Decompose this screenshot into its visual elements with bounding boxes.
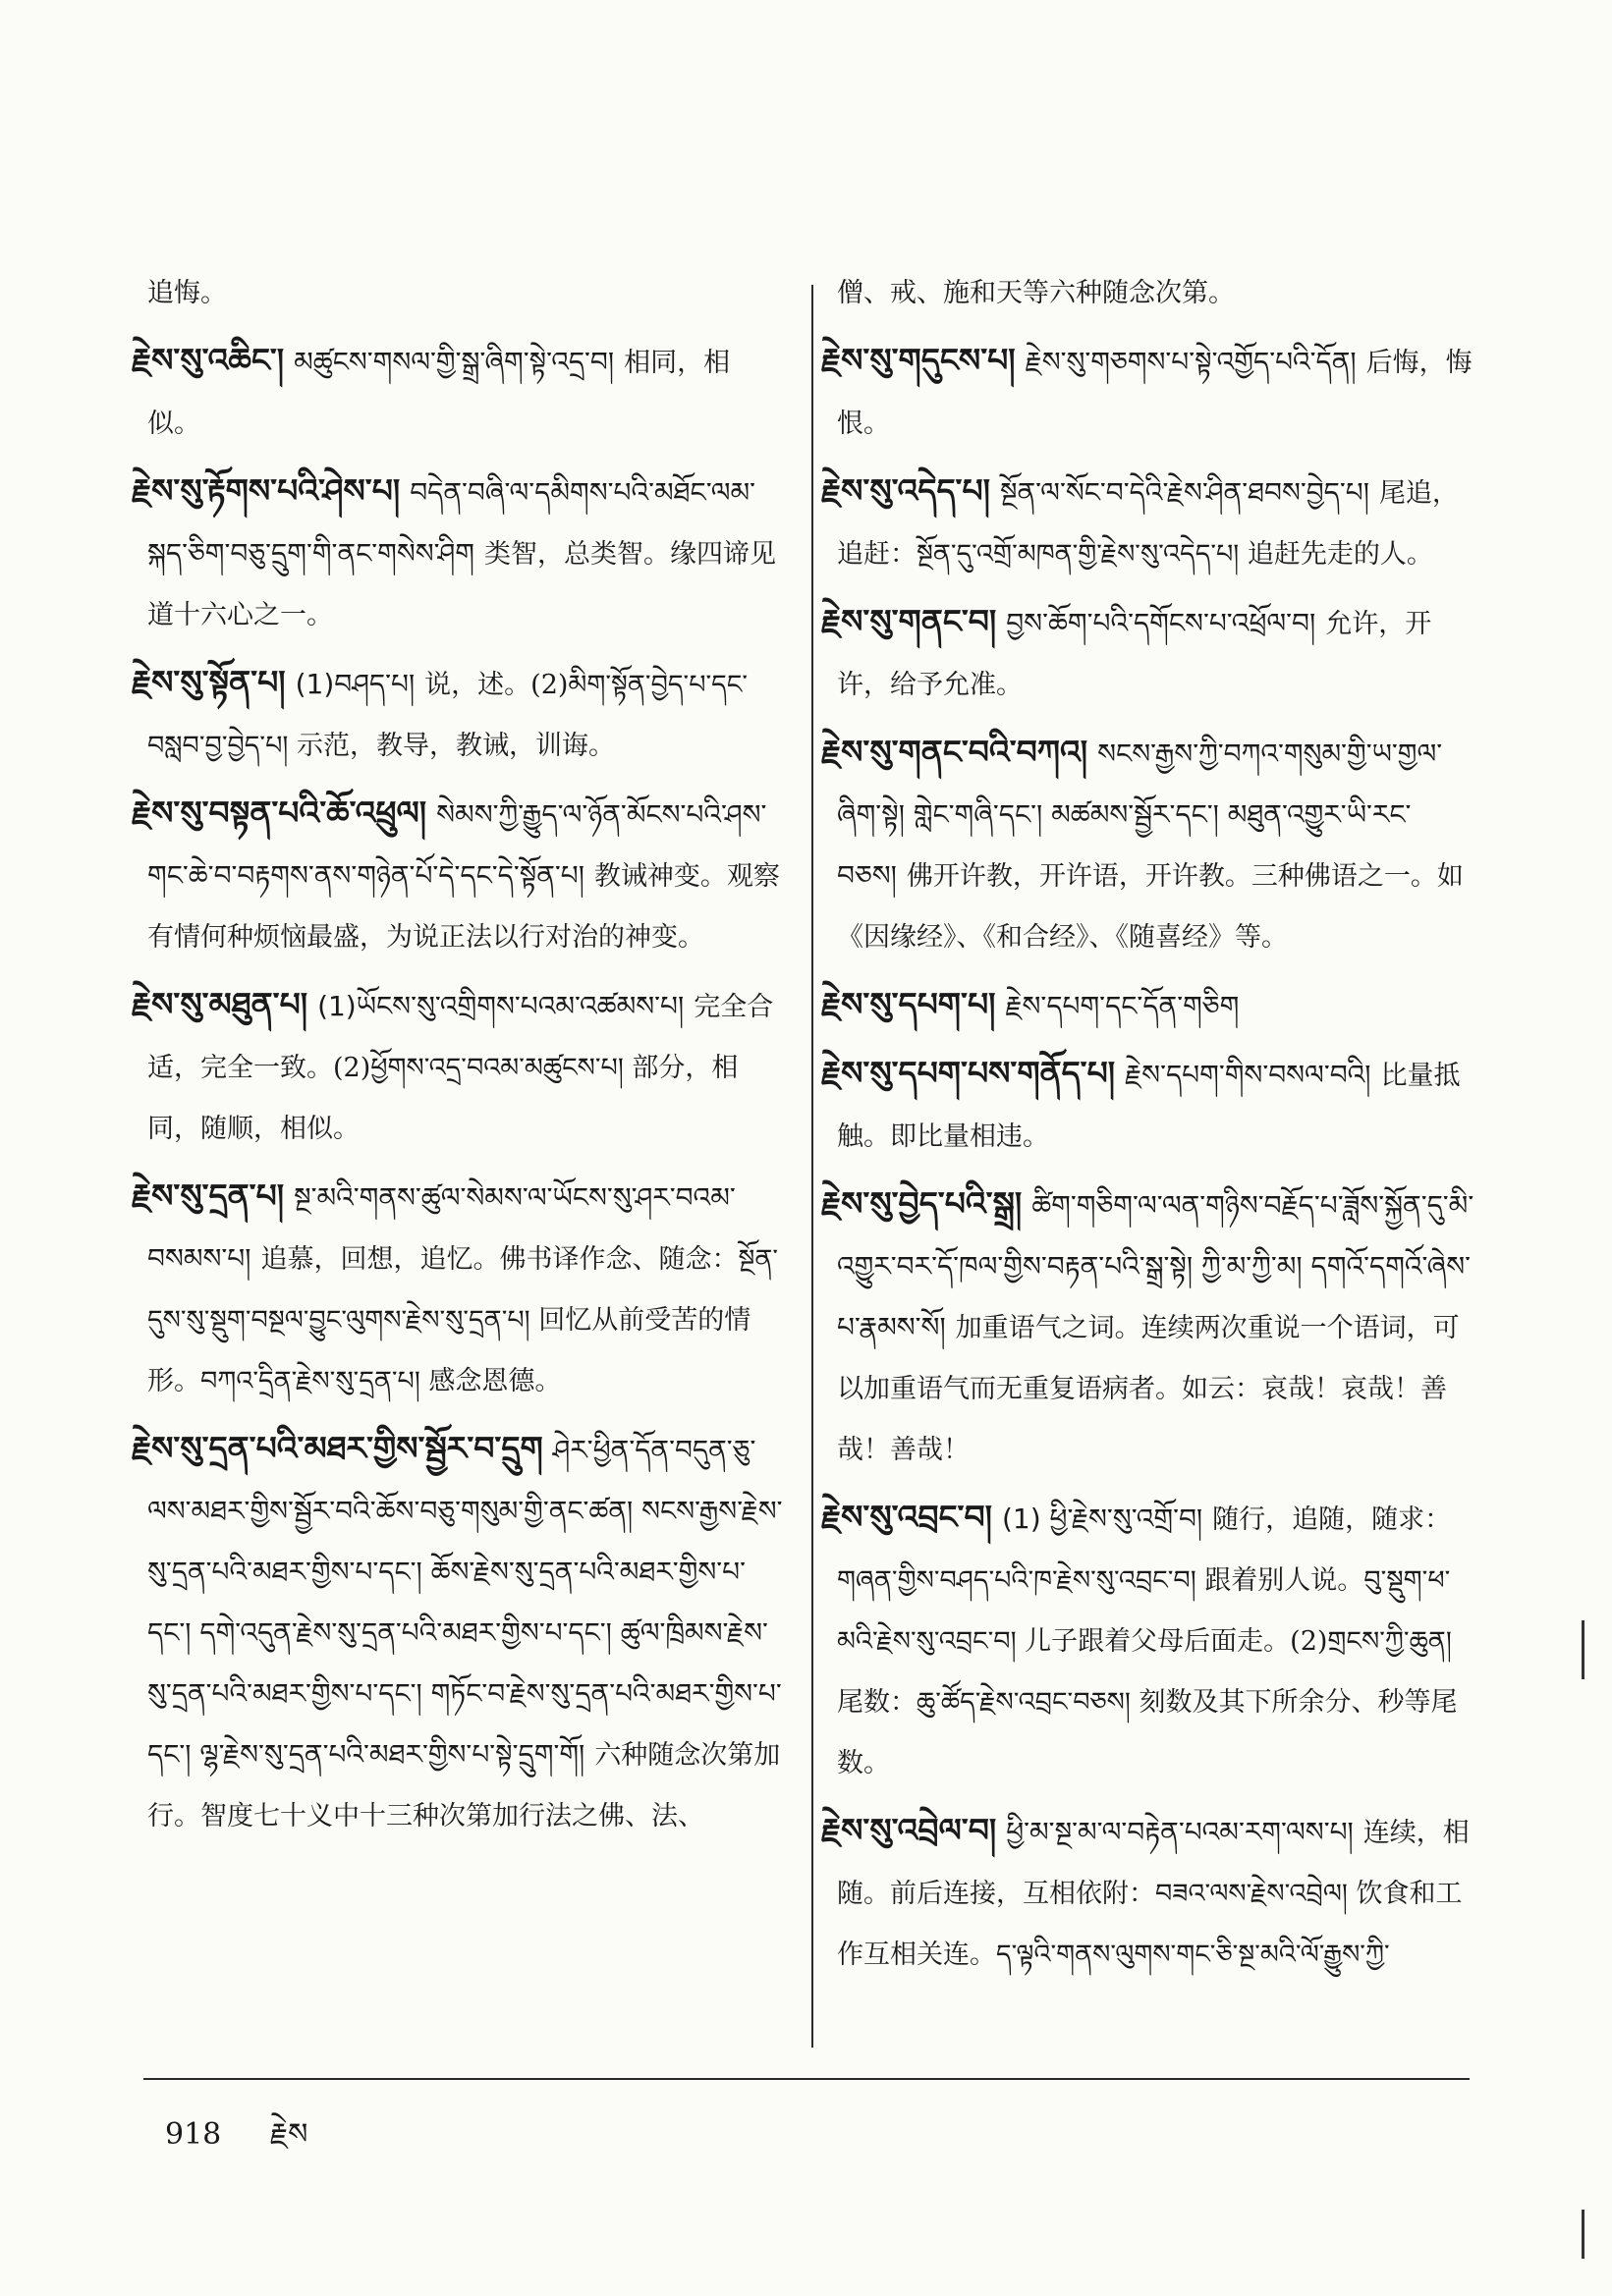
- tibetan-definition: སེམས་ཀྱི་རྒྱུད་ལ་ཉོན་མོངས་པའི་ཤས་གང་ཆེ་བ་བརྟགས་ནས་གཉེན་པོ་དེ་དང་དེ་སྟོན་པ།: [147, 798, 767, 892]
- chinese-definition: 尾追，追赶：སྔོན་དུ་འགྲོ་མཁན་གྱི་རྗེས་སུ་འདེད་པ། 追赶先走的人。: [837, 478, 1459, 570]
- headword: རྗེས་སུ་འབྲང་བ།: [821, 1498, 992, 1536]
- dictionary-entry: [132, 330, 786, 455]
- headword: རྗེས་སུ་འབྲེལ་བ།: [821, 1811, 997, 1849]
- headword: རྗེས་སུ་གནང་བ།: [821, 602, 997, 640]
- headword: རྗེས་སུ་དྲན་པ།: [132, 1176, 285, 1215]
- dictionary-entry: [132, 652, 786, 777]
- dictionary-entry: [821, 1174, 1475, 1481]
- dictionary-entry: [821, 1487, 1475, 1794]
- chinese-definition: 追悔。: [147, 278, 227, 308]
- dictionary-entry: [132, 461, 786, 646]
- chinese-definition: 随行，追随，随求：གཞན་གྱིས་བཤད་པའི་ཁ་རྗེས་སུ་འབྲང་བ། 跟着别人说。བུ་སྡུག་ཕ་མའི་རྗེས་སུ་འབྲང་བ། 儿子跟着父母后面走。(2)གྲངས་ཀྱི་ཆུན། 尾数：ཆུ་ཚོད་རྗེས་འབྲང་བཅས། 刻数及其下所余分、秒等尾数。: [837, 1504, 1458, 1778]
- tibetan-definition: བྱས་ཆོག་པའི་དགོངས་པ་འཕྲོལ་བ།: [1006, 607, 1316, 639]
- chinese-definition: 比量抵触。即比量相违。: [837, 1061, 1461, 1152]
- chinese-definition: 说，述。(2)མིག་སྟོན་བྱེད་པ་དང་བསླབ་བྱ་བྱེད་པ། 示范，教导，教诫，训诲。: [147, 670, 749, 761]
- tibetan-definition: (1)བཤད་པ།: [295, 668, 416, 700]
- section-tab: རྗེས: [269, 2117, 308, 2152]
- tibetan-definition: རྗེས་དཔག་གིས་བསལ་བའི།: [1125, 1059, 1371, 1091]
- dictionary-entry: [821, 974, 1475, 1037]
- tibetan-definition: རྗེས་སུ་གཅགས་པ་སྟེ་འགྱོད་པའི་དོན།: [1025, 346, 1357, 378]
- tibetan-definition: སྔ་མའི་གནས་ཚུལ་སེམས་ལ་ཡོངས་སུ་ཤར་བའམ་བསམས་པ།: [147, 1181, 736, 1275]
- dictionary-entry: [821, 1800, 1475, 1986]
- tibetan-definition: ཕྱི་མ་སྔ་མ་ལ་བརྟེན་པའམ་རག་ལས་པ།: [1006, 1816, 1354, 1848]
- chinese-definition: 允许，开许，给予允准。: [837, 609, 1432, 700]
- chinese-definition: 后悔，悔恨。: [837, 348, 1473, 439]
- tibetan-definition: སངས་རྒྱས་ཀྱི་བཀའ་གསུམ་གྱི་ཡ་གྱལ་ཞིག་སྟེ། གླེང་གཞི་དང་། མཚམས་སྦྱོར་དང་། མཐུན་འགྱུར་ཡི་རང་བཅས།: [837, 738, 1443, 892]
- chinese-definition: 僧、戒、施和天等六种随念次第。: [837, 278, 1235, 308]
- dictionary-entry: [147, 263, 786, 324]
- chinese-definition: 完全合适，完全一致。(2)ཕྱོགས་འདྲ་བའམ་མཚུངས་པ། 部分，相同，随顺，相似。: [147, 992, 774, 1144]
- chinese-definition: 加重语气之词。连续两次重说一个语词，可以加重语气而无重复语病者。如云：哀哉！哀哉！善哉！善哉！: [837, 1313, 1460, 1465]
- headword: རྗེས་སུ་རྟོགས་པའི་ཤེས་པ།: [132, 471, 401, 510]
- tibetan-definition: (1)ཡོངས་སུ་འགྲིགས་པའམ་འཚམས་པ།: [317, 990, 685, 1022]
- tibetan-definition: སྔོན་ལ་སོང་བ་དེའི་རྗེས་ཤིན་ཐབས་བྱེད་པ།: [999, 476, 1369, 509]
- chinese-definition: 类智，总类智。缘四谛见道十六心之一。: [147, 539, 776, 630]
- dictionary-entry: [821, 461, 1475, 585]
- chinese-definition: 连续，相随。前后连接，互相依附：བཟའ་ལས་རྗེས་འབྲེལ། 饮食和工作互相关连。ད་ལྟའི་གནས་ལུགས་གང་ཅི་སྔ་མའི་ལོ་རྒྱུས་ཀྱི་: [837, 1818, 1470, 1970]
- tibetan-definition: ཚིག་གཅིག་ལ་ལན་གཉིས་བརྗོད་པ་ཟློས་སྐྱོན་དུ་མི་འགྱུར་བར་དོ་ཁལ་གྱིས་བརྟན་པའི་སྒྲ་སྟེ། ཀྱི་མ་ཀྱི་མ། དགའོ་དགའོ་ཞེས་པ་རྣམས་སོ།: [837, 1189, 1474, 1343]
- page-number: 918: [165, 2117, 222, 2152]
- tibetan-definition: རྗེས་དཔག་དང་དོན་གཅིག: [1005, 990, 1240, 1022]
- tibetan-definition: ཤེར་ཕྱིན་དོན་བདུན་ཅུ་ལས་མཐར་གྱིས་སྦྱོར་བའི་ཆོས་བཅུ་གསུམ་གྱི་ནང་ཚན། སངས་རྒྱས་རྗེས་སུ་དྲན་པའི་མཐར་གྱིས་པ་དང་། ཆོས་རྗེས་སུ་དྲན་པའི་མཐར་གྱིས་པ་དང་། དགེ་འདུན་རྗེས་སུ་དྲན་པའི་མཐར་གྱིས་པ་དང་། ཚུལ་ཁྲིམས་རྗེས་སུ་དྲན་པའི་མཐར་གྱིས་པ་དང་། གཏོང་བ་རྗེས་སུ་དྲན་པའི་མཐར་གྱིས་པ་དང་། ལྷ་རྗེས་སུ་དྲན་པའི་མཐར་གྱིས་པ་སྟེ་དྲུག་གོ།: [147, 1434, 783, 1771]
- dictionary-entry: [821, 1043, 1475, 1168]
- headword: རྗེས་སུ་གདུངས་པ།: [821, 341, 1016, 379]
- headword: རྗེས་སུ་བསྟན་པའི་ཆོ་འཕྲུལ།: [132, 793, 427, 832]
- scan-edge-mark: [1582, 2210, 1584, 2259]
- tibetan-definition: མཚུངས་གསལ་གྱི་སྒྲ་ཞིག་སྟེ་འདྲ་བ།: [294, 346, 615, 378]
- page-footer: [165, 2102, 347, 2184]
- chinese-definition: 教诫神变。观察有情何种烦恼最盛，为说正法以行对治的神变。: [147, 861, 780, 953]
- tibetan-definition: བདེན་བཞི་ལ་དམིགས་པའི་མཐོང་ལམ་སྐད་ཅིག་བཅུ་དྲུག་གི་ནང་གསེས་ཤིག: [147, 476, 756, 570]
- dictionary-entry: [132, 783, 786, 968]
- headword: རྗེས་སུ་བྱེད་པའི་སྒྲ།: [821, 1184, 1023, 1223]
- headword: རྗེས་སུ་དཔག་པ།: [821, 985, 996, 1023]
- dictionary-entry: [821, 722, 1475, 968]
- headword: རྗེས་སུ་དཔག་པས་གནོད་པ།: [821, 1054, 1116, 1092]
- right-column: [821, 263, 1475, 1992]
- dictionary-entry: [821, 591, 1475, 716]
- headword: རྗེས་སུ་འཆིང་།: [132, 341, 285, 379]
- headword: རྗེས་སུ་གནང་བའི་བཀའ།: [821, 733, 1088, 771]
- dictionary-entry: [821, 330, 1475, 455]
- chinese-definition: 追慕，回想，追忆。佛书译作念、随念：སྔོན་དུས་སུ་སྡུག་བསྔལ་བྱུང་ལུགས་རྗེས་སུ་དྲན་པ། 回忆从前受苦的情形。བཀའ་དྲིན་རྗེས་སུ་དྲན་པ། 感念恩德。: [147, 1244, 779, 1396]
- dictionary-entry: [132, 1166, 786, 1412]
- scan-edge-mark: [1582, 1620, 1584, 1679]
- column-divider: [811, 285, 813, 2048]
- chinese-definition: 相同，相似。: [147, 348, 731, 439]
- dictionary-entry: [837, 263, 1475, 324]
- headword: རྗེས་སུ་འདེད་པ།: [821, 471, 990, 510]
- headword: རྗེས་སུ་མཐུན་པ།: [132, 985, 308, 1023]
- dictionary-entry: [132, 974, 786, 1160]
- tibetan-definition: (1) ཕྱི་རྗེས་སུ་འགྲོ་བ།: [1001, 1503, 1203, 1535]
- dictionary-entry: [132, 1418, 786, 1847]
- chinese-definition: 佛开许教，开许语，开许教。三种佛语之一。如《因缘经》、《和合经》、《随喜经》等。: [837, 861, 1464, 953]
- bottom-rule: [143, 2078, 1470, 2080]
- headword: རྗེས་སུ་སྟོན་པ།: [132, 663, 286, 701]
- left-column: [132, 263, 786, 1853]
- headword: རྗེས་སུ་དྲན་པའི་མཐར་གྱིས་སྦྱོར་བ་དྲུག: [132, 1429, 543, 1467]
- chinese-definition: 六种随念次第加行。智度七十义中十三种次第加行法之佛、法、: [147, 1740, 781, 1831]
